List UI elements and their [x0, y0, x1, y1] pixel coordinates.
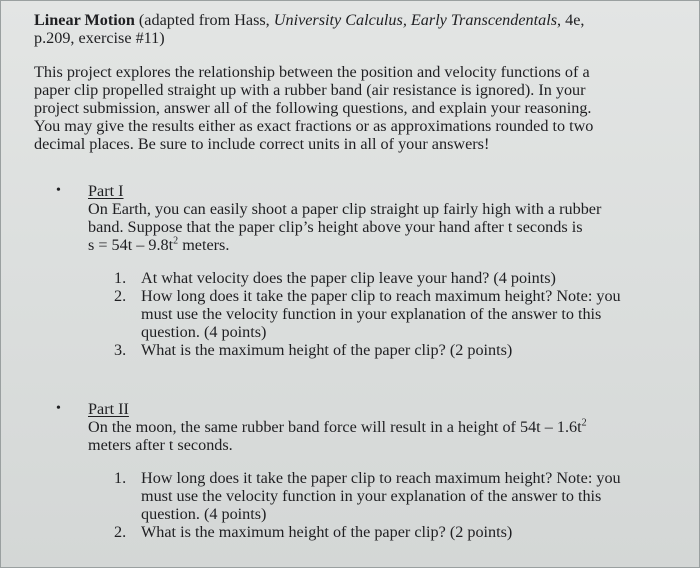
question-item: [114, 469, 700, 523]
formula-exponent: 2: [581, 417, 587, 429]
bullet-icon: •: [56, 183, 61, 198]
question-line: question. (4 points): [141, 323, 267, 341]
part-1-formula: [88, 236, 674, 254]
part-1-title: Part I: [88, 182, 124, 200]
heading-title: Linear Motion: [34, 11, 135, 29]
question-line: What is the maximum height of the paper clip? (2 points): [141, 341, 513, 359]
part-2-title: Part II: [88, 400, 129, 418]
intro-line: paper clip propelled straight up with a rubber band (air resistance is ignored). In your: [34, 81, 586, 99]
part-1-questions: [114, 269, 700, 359]
intro-line: decimal places. Be sure to include correct units in all of your answers!: [34, 135, 490, 153]
intro-line: You may give the results either as exact fractions or as approximations rounded to two: [34, 117, 594, 135]
heading-line-2: p.209, exercise #11): [34, 29, 165, 47]
question-line: must use the velocity function in your explanation of the answer to this: [141, 305, 602, 323]
question-item: [114, 269, 700, 287]
question-line: At what velocity does the paper clip leave your hand? (4 points): [141, 269, 556, 287]
heading-line-1: [34, 11, 674, 29]
question-number: 1.: [114, 469, 127, 487]
part-2-questions: [114, 469, 700, 541]
bullet-icon: •: [56, 401, 61, 416]
question-number: 3.: [114, 341, 127, 359]
intro-line: This project explores the relationship between the position and velocity functions of a: [34, 63, 590, 81]
intro-line: project submission, answer all of the following questions, and explain your reasoning.: [34, 99, 592, 117]
part-1: [34, 182, 674, 254]
question-line: question. (4 points): [141, 505, 267, 523]
question-line: How long does it take the paper clip to reach maximum height? Note: you: [141, 469, 621, 487]
heading-edition: , 4e,: [557, 11, 585, 29]
question-line: must use the velocity function in your explanation of the answer to this: [141, 487, 602, 505]
formula-text: s = 54t – 9.8t: [88, 236, 174, 254]
heading-source-text: (adapted from Hass,: [134, 11, 274, 29]
formula-units: meters.: [178, 236, 230, 254]
question-item: [114, 341, 700, 359]
formula-exponent: 2: [173, 235, 179, 247]
question-line: How long does it take the paper clip to reach maximum height? Note: you: [141, 287, 621, 305]
part-1-line: band. Suppose that the paper clip’s height above your hand after t seconds is: [88, 218, 583, 236]
part-2: [34, 400, 674, 454]
question-line: What is the maximum height of the paper clip? (2 points): [141, 523, 513, 541]
part-2-body: [88, 400, 674, 454]
page-content: [34, 11, 674, 541]
part-1-body: [88, 182, 674, 254]
part-2-line: [88, 418, 674, 436]
question-item: [114, 523, 700, 541]
part-2-text: On the moon, the same rubber band force will result in a height of 54t – 1.6t: [88, 418, 582, 436]
question-number: 1.: [114, 269, 127, 287]
question-item: [114, 287, 700, 341]
question-number: 2.: [114, 287, 127, 305]
intro-paragraph: [34, 63, 674, 153]
question-number: 2.: [114, 523, 127, 541]
part-1-line: On Earth, you can easily shoot a paper clip straight up fairly high with a rubber: [88, 200, 602, 218]
document-heading: [34, 11, 674, 47]
part-2-line: meters after t seconds.: [88, 436, 233, 454]
heading-book-title: University Calculus, Early Transcendentals: [273, 11, 558, 29]
